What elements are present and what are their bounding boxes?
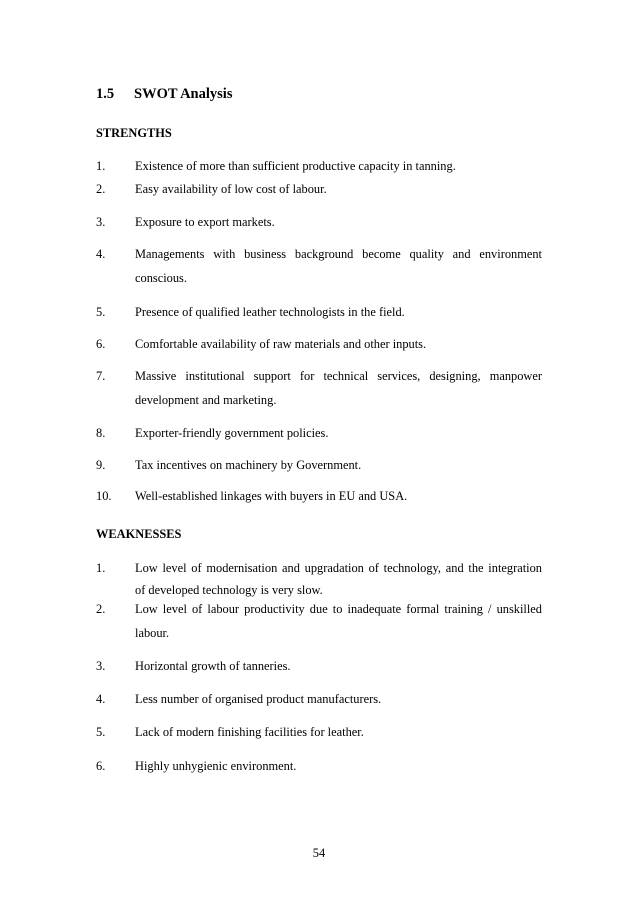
item-text bbox=[135, 561, 542, 597]
item-number: 9. bbox=[96, 458, 106, 472]
item-number: 5. bbox=[96, 305, 106, 319]
item-text: Well-established linkages with buyers in EU and USA. bbox=[135, 489, 408, 503]
item-number: 7. bbox=[96, 369, 106, 383]
list-item bbox=[96, 659, 542, 673]
section-title: SWOT Analysis bbox=[134, 86, 233, 102]
item-number: 4. bbox=[96, 692, 106, 706]
item-number: 6. bbox=[96, 337, 106, 351]
weaknesses-heading: WEAKNESSES bbox=[96, 527, 182, 541]
list-item bbox=[96, 369, 542, 407]
item-number: 5. bbox=[96, 725, 106, 739]
item-number: 2. bbox=[96, 182, 106, 196]
item-number: 6. bbox=[96, 759, 106, 773]
item-text-line: labour. bbox=[135, 626, 170, 640]
strengths-heading: STRENGTHS bbox=[96, 126, 172, 140]
list-item bbox=[96, 489, 542, 503]
item-number: 1. bbox=[96, 159, 106, 173]
item-text: Presence of qualified leather technologists in the field. bbox=[135, 305, 405, 319]
item-text: Exporter-friendly government policies. bbox=[135, 426, 329, 440]
item-number: 3. bbox=[96, 659, 106, 673]
item-number: 10. bbox=[96, 489, 112, 503]
list-item bbox=[96, 247, 542, 285]
page-number: 54 bbox=[312, 846, 326, 860]
list-item bbox=[96, 602, 542, 640]
item-number: 4. bbox=[96, 247, 106, 261]
list-item bbox=[96, 561, 542, 597]
list-item bbox=[96, 159, 542, 173]
item-text: Highly unhygienic environment. bbox=[135, 759, 297, 773]
list-item bbox=[96, 725, 542, 739]
list-item bbox=[96, 215, 542, 229]
item-text-line: Low level of modernisation and upgradation of technology, and the integration bbox=[135, 561, 542, 575]
item-text: Horizontal growth of tanneries. bbox=[135, 659, 291, 673]
item-text-line: development and marketing. bbox=[135, 393, 277, 407]
list-item bbox=[96, 337, 542, 351]
item-text: Lack of modern finishing facilities for leather. bbox=[135, 725, 364, 739]
item-text bbox=[135, 602, 542, 640]
item-text-line: conscious. bbox=[135, 271, 187, 285]
item-text: Less number of organised product manufacturers. bbox=[135, 692, 382, 706]
list-item bbox=[96, 305, 542, 319]
item-text: Easy availability of low cost of labour. bbox=[135, 182, 327, 196]
item-text-line: Low level of labour productivity due to inadequate formal training / unskilled bbox=[135, 602, 542, 616]
item-text: Comfortable availability of raw materials and other inputs. bbox=[135, 337, 427, 351]
list-item bbox=[96, 182, 542, 196]
section-heading bbox=[96, 86, 232, 103]
item-text bbox=[135, 369, 542, 407]
list-item bbox=[96, 692, 542, 706]
item-text-line: Massive institutional support for technical services, designing, manpower bbox=[135, 369, 542, 383]
item-number: 3. bbox=[96, 215, 106, 229]
list-item bbox=[96, 759, 542, 773]
item-text bbox=[135, 247, 542, 285]
item-text: Tax incentives on machinery by Government. bbox=[135, 458, 362, 472]
item-number: 2. bbox=[96, 602, 106, 616]
item-text-line: of developed technology is very slow. bbox=[135, 583, 323, 597]
item-number: 8. bbox=[96, 426, 106, 440]
list-item bbox=[96, 426, 542, 440]
item-text: Existence of more than sufficient productive capacity in tanning. bbox=[135, 159, 456, 173]
section-number: 1.5 bbox=[96, 86, 115, 102]
list-item bbox=[96, 458, 542, 472]
item-text: Exposure to export markets. bbox=[135, 215, 275, 229]
item-number: 1. bbox=[96, 561, 106, 575]
item-text-line: Managements with business background become quality and environment bbox=[135, 247, 542, 261]
